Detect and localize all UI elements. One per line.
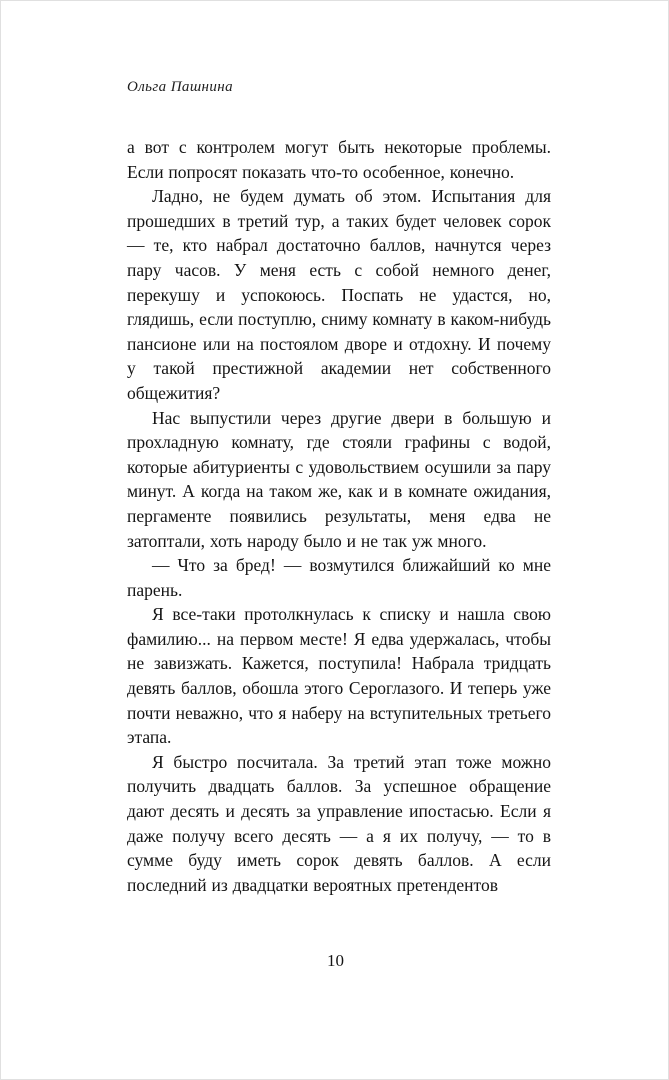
paragraph: Я быстро посчитала. За третий этап тоже можно получить двадцать баллов. За успешное обращение дают десять и десять за управление ипостасью. Если я даже получу всего десять — а я их получу, — то в сумме буду иметь сорок девять баллов. А если последний из двадцатки вероятных претендентов: [127, 751, 551, 895]
paragraph: Ладно, не будем думать об этом. Испытания для прошедших в третий тур, а таких будет человек сорок — те, кто набрал достаточно баллов, начнутся через пару часов. У меня есть с собой немного денег, перекушу и успокоюсь. Поспать не удастся, но, глядишь, если поступлю, сниму комнату в каком-нибудь пансионе или на постоялом дворе и отдохну. И почему у такой престижной академии нет собственного общежития?: [127, 186, 551, 403]
page-number: 10: [327, 951, 344, 970]
paragraph: Я все-таки протолкнулась к списку и нашла свою фамилию... на первом месте! Я едва удержалась, чтобы не завизжать. Кажется, поступила! Набрала тридцать девять баллов, обошла этого Сероглазого. И теперь уже почти неважно, что я наберу на вступительных третьего этапа.: [127, 604, 551, 748]
paragraph: — Что за бред! — возмутился ближайший ко мне парень.: [127, 555, 551, 600]
paragraph: Нас выпустили через другие двери в большую и прохладную комнату, где стояли графины с водой, которые абитуриенты с удовольствием осушили за пару минут. А когда на таком же, как и в комнате ожидания, пергаменте появились результаты, меня едва не затоптали, хоть народу было и не так уж много.: [127, 407, 551, 551]
page-body-text: [127, 135, 551, 897]
paragraph: а вот с контролем могут быть некоторые проблемы. Если попросят показать что-то особенное, конечно.: [127, 137, 551, 182]
running-header-author: Ольга Пашнина: [127, 79, 234, 95]
